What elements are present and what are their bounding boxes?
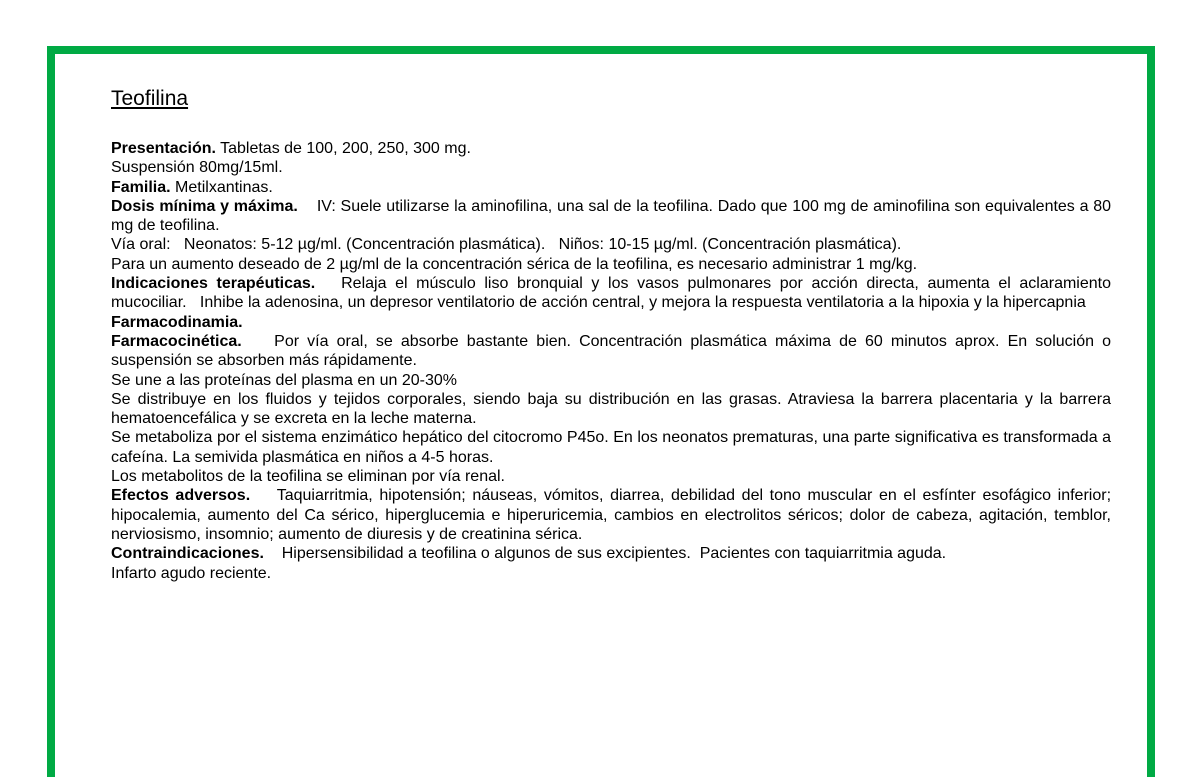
farmacocinetica-label: Farmacocinética. <box>111 332 242 350</box>
efectos-paragraph <box>111 486 1111 544</box>
dosis-via-oral: Vía oral: Neonatos: 5-12 µg/ml. (Concentración plasmática). Niños: 10-15 µg/ml. (Concentración plasmática). <box>111 236 902 254</box>
dosis-aumento: Para un aumento deseado de 2 µg/ml de la concentración sérica de la teofilina, es necesario administrar 1 mg/kg. <box>111 255 918 273</box>
familia-label: Familia. <box>111 178 171 196</box>
farmacocinetica-distribucion: Se distribuye en los fluidos y tejidos corporales, siendo baja su distribución en las grasas. Atraviesa la barrera placentaria y la barrera hematoencefálica y se excreta en la leche materna. <box>111 390 1111 428</box>
page-title: Teofilina <box>111 87 189 110</box>
farmacocinetica-eliminacion: Los metabolitos de la teofilina se eliminan por vía renal. <box>111 468 505 486</box>
dosis-label: Dosis mínima y máxima. <box>111 197 298 215</box>
document-content <box>111 86 1116 583</box>
contraindicaciones-label: Contraindicaciones. <box>111 545 264 563</box>
contraindicaciones-paragraph <box>111 544 1111 563</box>
farmacodinamia-label: Farmacodinamia. <box>111 313 243 331</box>
familia-text: Metilxantinas. <box>175 178 273 196</box>
farmacocinetica-text: Por vía oral, se absorbe bastante bien. Concentración plasmática máxima de 60 minutos aprox. En solución o suspensión se absorben más rápidamente. <box>111 332 1111 370</box>
indicaciones-text: Relaja el músculo liso bronquial y los vasos pulmonares por acción directa, aumenta el aclaramiento mucociliar. Inhibe la adenosina, un depresor ventilatorio de acción central, y mejora la respuesta ventilatoria a la hipoxia y la hipercapnia <box>111 275 1116 312</box>
indicaciones-label: Indicaciones terapéuticas. <box>111 275 316 293</box>
presentacion-paragraph <box>111 139 1111 158</box>
farmacocinetica-proteinas: Se une a las proteínas del plasma en un 20-30% <box>111 371 458 389</box>
presentacion-suspension: Suspensión 80mg/15ml. <box>111 159 283 177</box>
efectos-text: Taquiarritmia, hipotensión; náuseas, vómitos, diarrea, debilidad del tono muscular en el esfínter esofágico inferior; hipocalemia, aumento del Ca sérico, hiperglucemia e hiperuricemia, cambios en electrolitos séricos; dolor de cabeza, agitación, temblor, nerviosismo, insomnio; aumento de diuresis y de creatinina sérica. <box>111 487 1112 543</box>
indicaciones-paragraph <box>111 274 1116 313</box>
contraindicaciones-text: Hipersensibilidad a teofilina o algunos de sus excipientes. Pacientes con taquiarritmia aguda. <box>281 545 947 563</box>
presentacion-text: Tabletas de 100, 200, 250, 300 mg. <box>220 140 471 157</box>
dosis-paragraph <box>111 197 1111 236</box>
farmacocinetica-paragraph <box>111 332 1111 371</box>
dosis-text: IV: Suele utilizarse la aminofilina, una sal de la teofilina. Dado que 100 mg de aminofilina son equivalentes a 80 mg de teofilina. <box>111 197 1112 235</box>
farmacocinetica-metabolismo: Se metaboliza por el sistema enzimático hepático del citocromo P45o. En los neonatos prematuras, una parte significativa es transformada a cafeína. La semivida plasmática en niños a 4-5 horas. <box>111 429 1111 466</box>
farmacodinamia-paragraph <box>111 313 1111 332</box>
familia-paragraph <box>111 178 1111 197</box>
efectos-label: Efectos adversos. <box>111 487 251 505</box>
contraindicaciones-infarto: Infarto agudo reciente. <box>111 564 272 582</box>
presentacion-label: Presentación. <box>111 140 216 157</box>
